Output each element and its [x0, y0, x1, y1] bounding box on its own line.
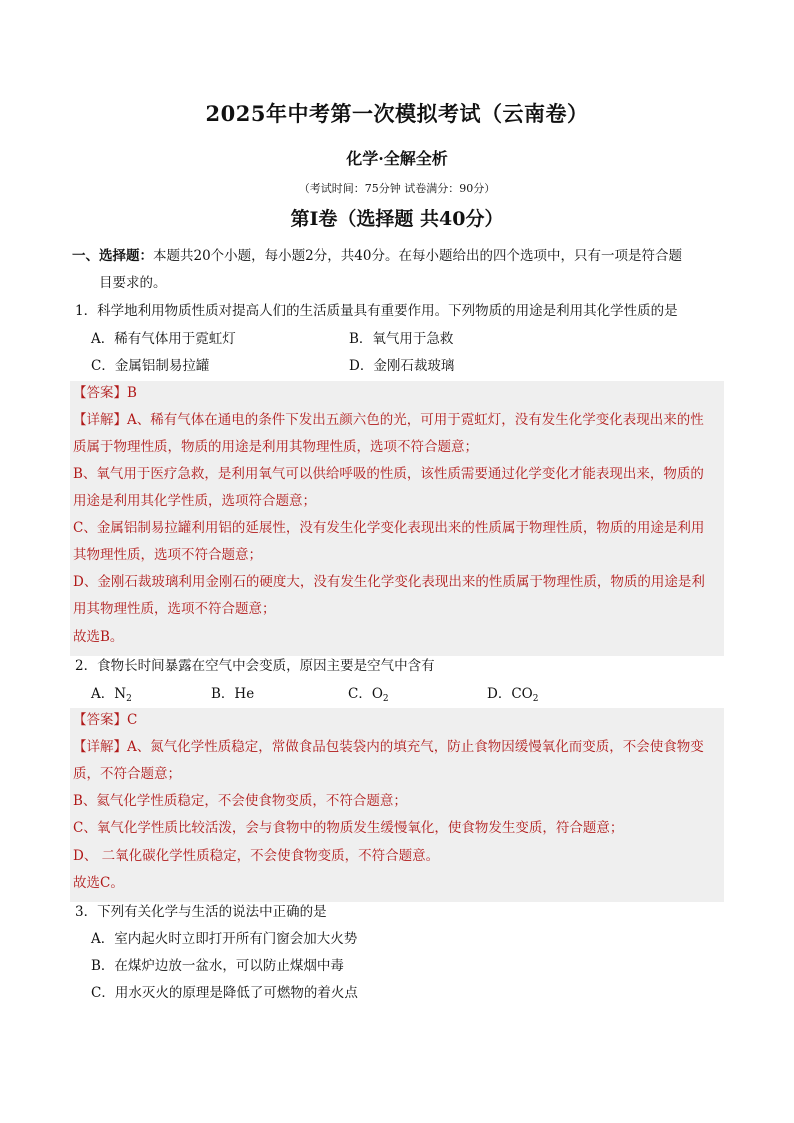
q2-option-a-text: A．N [91, 686, 127, 702]
q2-option-b: B．He [211, 686, 255, 702]
q3-option-b: B．在煤炉边放一盆水，可以防止煤烟中毒 [91, 958, 344, 974]
q2-option-a [91, 684, 132, 709]
q2-detail-3: B、氦气化学性质稳定，不会使食物变质，不符合题意； [73, 793, 407, 809]
instructions-label: 一、选择题： [72, 248, 153, 264]
instructions-line-1 [72, 246, 682, 266]
q1-stem: 1．科学地利用物质性质对提高人们的生活质量具有重要作用。下列物质的用途是利用其化学性质的是 [75, 303, 678, 319]
q1-detail-4: 用途是利用其化学性质，选项符合题意； [73, 493, 316, 509]
q1-conclusion: 故选B。 [73, 629, 124, 645]
q3-option-c: C．用水灭火的原理是降低了可燃物的着火点 [91, 985, 358, 1001]
q2-detail-text-1: A、氮气化学性质稳定，常做食品包装袋内的填充气，防止食物因缓慢氧化而变质，不会使食物变 [127, 739, 704, 755]
q2-option-a-sub: 2 [126, 694, 132, 704]
q1-detail-label: 【详解】 [73, 412, 127, 428]
q1-option-a: A．稀有气体用于霓虹灯 [91, 331, 236, 347]
q1-detail-2: 质属于物理性质，物质的用途是利用其物理性质，选项不符合题意； [73, 439, 478, 455]
q2-stem: 2．食物长时间暴露在空气中会变质，原因主要是空气中含有 [75, 658, 435, 674]
q2-detail-label: 【详解】 [73, 739, 127, 755]
q1-detail-6: 其物理性质，选项不符合题意； [73, 547, 262, 563]
q3-option-a: A．室内起火时立即打开所有门窗会加大火势 [91, 931, 358, 947]
exam-meta: （考试时间：75分钟 试卷满分：90分） [298, 182, 496, 195]
q1-option-d: D．金刚石裁玻璃 [349, 358, 455, 374]
q2-option-c-sub: 2 [382, 694, 389, 704]
q2-option-c [348, 684, 389, 709]
q2-detail-1 [73, 737, 704, 757]
q2-detail-2: 质，不符合题意； [73, 766, 181, 782]
q1-option-c: C．金属铝制易拉罐 [91, 358, 210, 374]
q2-conclusion: 故选C。 [73, 875, 124, 891]
q2-option-d [487, 684, 538, 709]
page-subtitle: 化学·全解全析 [346, 149, 448, 168]
q2-option-d-text: D．CO [487, 686, 533, 702]
q1-detail-3: B、氧气用于医疗急救，是利用氧气可以供给呼吸的性质，该性质需要通过化学变化才能表现出来，物质的 [73, 466, 704, 482]
q1-detail-text-1: A、稀有气体在通电的条件下发出五颜六色的光，可用于霓虹灯，没有发生化学变化表现出来的性 [127, 412, 704, 428]
section-title: 第Ⅰ卷（选择题 共40分） [290, 208, 504, 230]
q1-detail-1 [73, 410, 704, 430]
q2-answer: 【答案】C [73, 712, 138, 728]
q2-detail-5: D、 二氧化碳化学性质稳定，不会使食物变质，不符合题意。 [73, 848, 440, 864]
q1-detail-5: C、金属铝制易拉罐利用铝的延展性，没有发生化学变化表现出来的性质属于物理性质，物质的用途是利用 [73, 520, 705, 536]
q2-option-d-sub: 2 [532, 694, 539, 704]
q1-answer: 【答案】B [73, 385, 137, 401]
instructions-line-2: 目要求的。 [99, 275, 167, 291]
q1-detail-7: D、金刚石裁玻璃利用金刚石的硬度大，没有发生化学变化表现出来的性质属于物理性质，物质的用途是利 [73, 574, 705, 590]
instructions-text: 本题共20个小题，每小题2分，共40分。在每小题给出的四个选项中，只有一项是符合题 [153, 248, 682, 264]
q2-option-c-text: C．O [348, 686, 383, 702]
q2-detail-4: C、氧气化学性质比较活泼，会与食物中的物质发生缓慢氧化，使食物发生变质，符合题意； [73, 820, 624, 836]
q1-option-b: B．氧气用于急救 [349, 331, 454, 347]
q3-stem: 3．下列有关化学与生活的说法中正确的是 [75, 904, 327, 920]
page-title: 2025年中考第一次模拟考试（云南卷） [205, 101, 589, 126]
q1-detail-8: 用其物理性质，选项不符合题意； [73, 601, 276, 617]
